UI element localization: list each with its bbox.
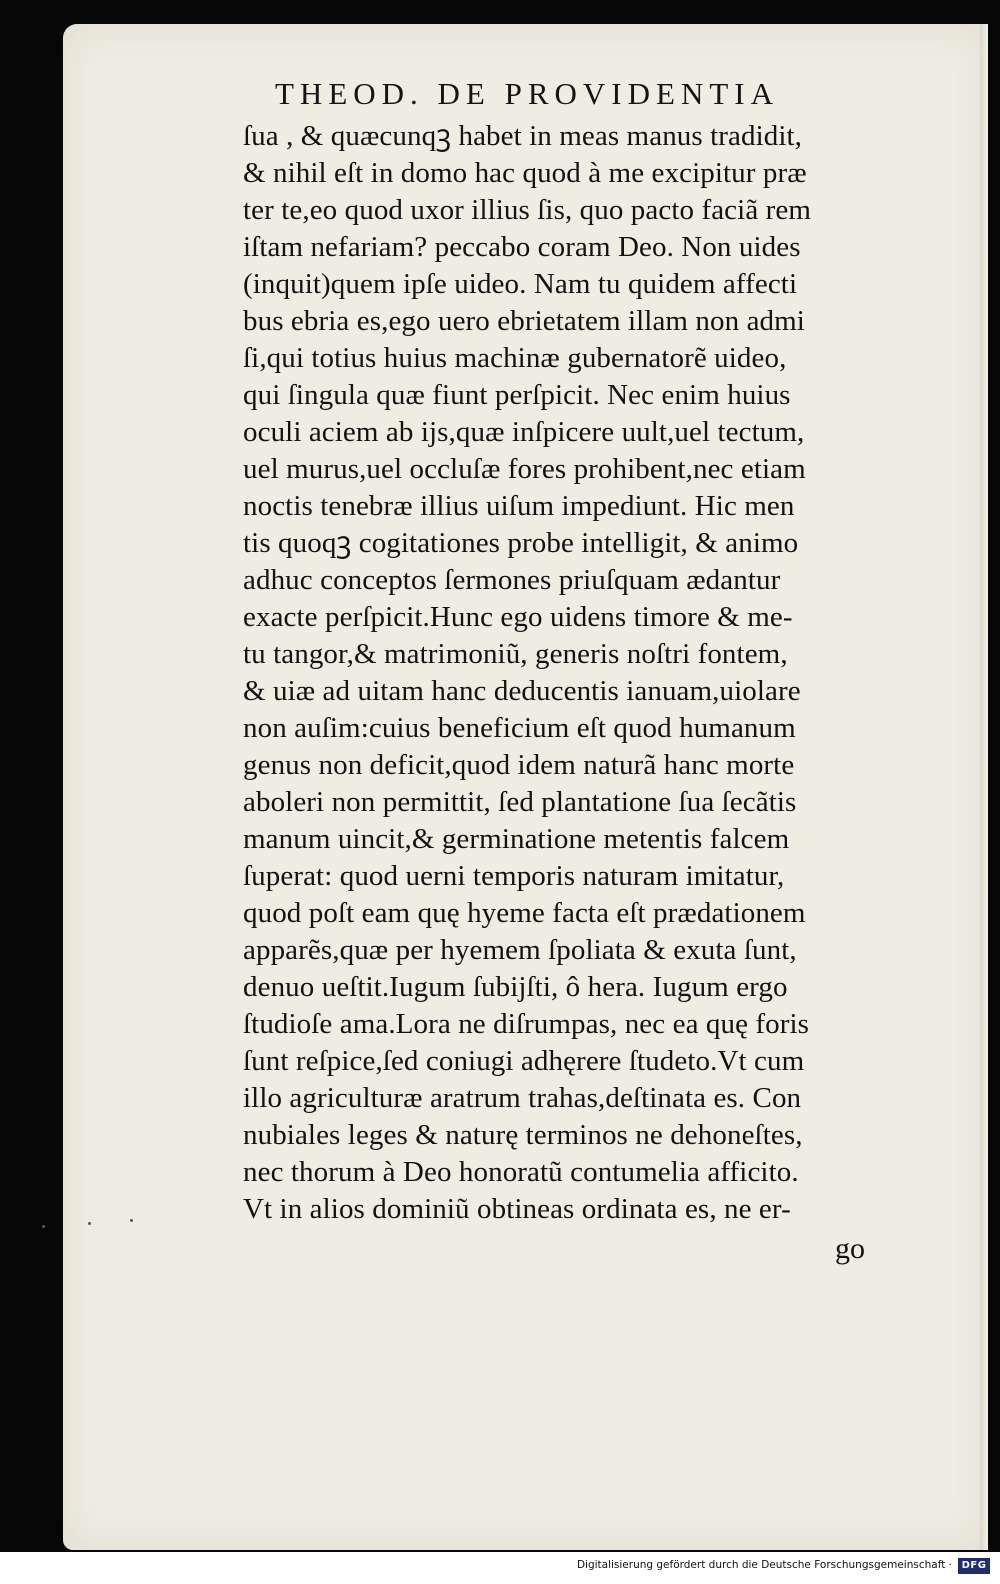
text-line: tis quoqꝫ cogitationes probe intelligit, & animo bbox=[243, 527, 799, 559]
text-line: ſunt reſpice,ſed coniugi adhęrere ſtudeto.Vt cum bbox=[243, 1045, 805, 1077]
text-line: iſtam nefariam? peccabo coram Deo. Non uides bbox=[243, 231, 801, 263]
catchword: go bbox=[835, 1232, 865, 1265]
text-line: ter te,eo quod uxor illius ſis, quo pacto faciã rem bbox=[243, 194, 812, 226]
text-line: nec thorum à Deo honoratũ contumelia afficito. bbox=[243, 1156, 799, 1188]
text-line: ſuperat: quod uerni temporis naturam imitatur, bbox=[243, 860, 785, 892]
text-line: aboleri non permittit, ſed plantatione ſua ſecãtis bbox=[243, 786, 797, 818]
page-edge bbox=[980, 24, 988, 1550]
text-line: ſtudioſe ama.Lora ne diſrumpas, nec ea quę foris bbox=[243, 1008, 810, 1040]
text-line: quod poſt eam quę hyeme facta eſt prædationem bbox=[243, 897, 806, 929]
text-line: tu tangor,& matrimoniũ, generis noſtri fontem, bbox=[243, 638, 788, 670]
body-text bbox=[243, 118, 903, 1228]
text-line: Vt in alios dominiũ obtineas ordinata es, ne er- bbox=[243, 1193, 791, 1225]
text-line: oculi aciem ab ijs,quæ inſpicere uult,uel tectum, bbox=[243, 416, 805, 448]
running-head: THEOD. DE PROVIDENTIA bbox=[275, 76, 779, 111]
text-line: manum uincit,& germinatione metentis falcem bbox=[243, 823, 790, 855]
dust-speck bbox=[88, 1222, 91, 1225]
text-line: noctis tenebræ illius uiſum impediunt. Hic men bbox=[243, 490, 795, 522]
dust-speck bbox=[130, 1219, 133, 1222]
funding-credit: Digitalisierung gefördert durch die Deutsche Forschungsgemeinschaft · bbox=[576, 1559, 952, 1571]
text-line: ſi,qui totius huius machinæ gubernatorẽ uideo, bbox=[243, 342, 787, 374]
text-line: uel murus,uel occluſæ fores prohibent,nec etiam bbox=[243, 453, 806, 485]
text-line: exacte perſpicit.Hunc ego uidens timore & me- bbox=[243, 601, 793, 633]
text-line: illo agriculturæ aratrum trahas,deſtinata es. Con bbox=[243, 1082, 802, 1114]
dust-speck bbox=[42, 1225, 45, 1228]
text-line: genus non deficit,quod idem naturã hanc morte bbox=[243, 749, 795, 781]
text-line: non auſim:cuius beneficium eſt quod humanum bbox=[243, 712, 796, 744]
footer-bar bbox=[0, 1552, 1000, 1584]
text-line: & nihil eſt in domo hac quod à me excipitur præ bbox=[243, 157, 807, 189]
text-line: ſua , & quæcunqꝫ habet in meas manus tradidit, bbox=[243, 120, 803, 152]
text-line: adhuc conceptos ſermones priuſquam ædantur bbox=[243, 564, 781, 596]
text-line: nubiales leges & naturę terminos ne dehoneſtes, bbox=[243, 1119, 803, 1151]
text-line: apparẽs,quæ per hyemem ſpoliata & exuta ſunt, bbox=[243, 934, 797, 966]
text-line: qui ſingula quæ fiunt perſpicit. Nec enim huius bbox=[243, 379, 791, 411]
text-line: denuo ueſtit.Iugum ſubijſti, ô hera. Iugum ergo bbox=[243, 971, 788, 1003]
text-line: (inquit)quem ipſe uideo. Nam tu quidem affecti bbox=[243, 268, 798, 300]
dfg-logo-icon: DFG bbox=[958, 1558, 990, 1574]
text-line: bus ebria es,ego uero ebrietatem illam non admi bbox=[243, 305, 805, 337]
text-line: & uiæ ad uitam hanc deducentis ianuam,uiolare bbox=[243, 675, 801, 707]
